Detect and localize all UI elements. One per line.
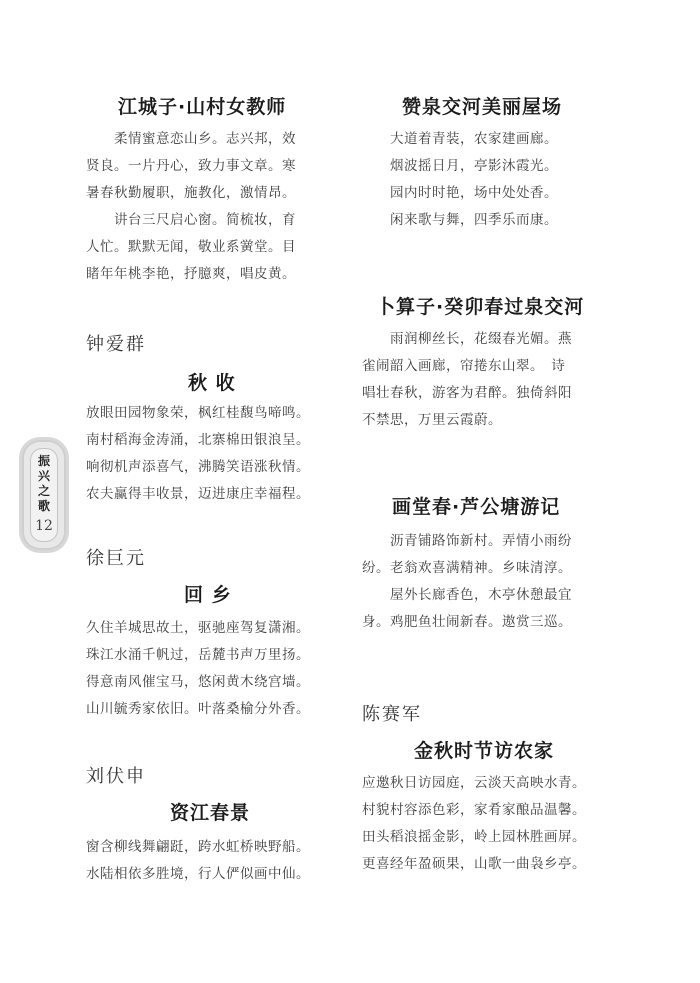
book-title-char: 歌 xyxy=(37,499,50,513)
poem-line: 雨润柳丝长，花缀春光媚。燕 xyxy=(390,331,572,347)
poem-line: 不禁思，万里云霞蔚。 xyxy=(362,412,502,428)
poem-line: 沥青铺路饰新村。弄情小雨纷 xyxy=(390,533,572,549)
poem-author: 徐巨元 xyxy=(86,548,146,569)
poem-line: 纷。老翁欢喜满精神。乡味清淳。 xyxy=(362,560,572,576)
poem-line: 闲来歌与舞，四季乐而康。 xyxy=(390,212,558,228)
poem-title: 画堂春·芦公塘游记 xyxy=(392,496,561,518)
poem-title: 资江春景 xyxy=(170,802,251,824)
poem-line: 更喜经年盈硕果，山歌一曲袅乡亭。 xyxy=(362,856,586,872)
poem-line: 得意南风催宝马，悠闲黄木绕宫墙。 xyxy=(86,674,310,690)
book-title-vertical xyxy=(30,454,58,514)
book-title-char: 之 xyxy=(37,484,50,498)
poem-line: 唱壮春秋，游客为君醉。独倚斜阳 xyxy=(362,385,572,401)
book-title-char: 兴 xyxy=(37,469,50,483)
poem-author: 钟爱群 xyxy=(86,334,146,355)
poem-line: 暑春秋勤履职，施教化，激情昂。 xyxy=(86,185,296,201)
poem-line: 睹年年桃李艳，抒臆爽，唱皮黄。 xyxy=(86,266,296,282)
poem-line: 山川毓秀家依旧。叶落桑榆分外香。 xyxy=(86,701,310,717)
poem-line: 身。鸡肥鱼壮闹新春。遨赏三巡。 xyxy=(362,614,572,630)
poem-line: 田头稻浪摇金影，岭上园林胜画屏。 xyxy=(362,829,586,845)
poem-body xyxy=(86,126,296,288)
poem-line: 窗含柳线舞翩跹，跨水虹桥映野船。 xyxy=(86,839,310,855)
page-number: 12 xyxy=(35,518,53,534)
poem-line: 久住羊城思故土，驱驰座驾复潇湘。 xyxy=(86,620,310,636)
poem-line: 人忙。默默无闻，敬业系黉堂。目 xyxy=(86,239,296,255)
poem-line: 柔情蜜意恋山乡。志兴邦，效 xyxy=(114,131,296,147)
poem-title: 卜算子·癸卯春过泉交河 xyxy=(376,296,585,318)
poem-body xyxy=(362,326,572,434)
poem-line: 响彻机声添喜气，沸腾笑语涨秋情。 xyxy=(86,459,310,475)
poem-line: 放眼田园物象荣，枫红桂馥鸟啼鸣。 xyxy=(86,405,310,421)
poem-title: 回 乡 xyxy=(184,584,232,606)
page-badge xyxy=(22,440,66,550)
poem-body xyxy=(86,400,310,508)
poem-author: 陈赛军 xyxy=(362,704,422,725)
poem-line: 农夫赢得丰收景，迈进康庄幸福程。 xyxy=(86,486,310,502)
poem-line: 南村稻海金涛涌，北寨棉田银浪呈。 xyxy=(86,432,310,448)
poem-line: 雀闹韶入画廊，帘捲东山翠。 诗 xyxy=(362,358,566,374)
poem-line: 屋外长廊香色，木亭休憩最宜 xyxy=(390,587,572,603)
poem-body xyxy=(390,126,558,234)
poem-body xyxy=(362,528,572,636)
poem-line: 大道着青装，农家建画廊。 xyxy=(390,131,558,147)
poem-line: 园内时时艳，场中处处香。 xyxy=(390,185,558,201)
poem-body xyxy=(362,770,586,878)
poem-line: 水陆相依多胜境，行人俨似画中仙。 xyxy=(86,866,310,882)
poem-line: 应邀秋日访园庭，云淡天高映水青。 xyxy=(362,775,586,791)
poem-title: 秋 收 xyxy=(188,372,236,394)
poem-line: 珠江水涌千帆过，岳麓书声万里扬。 xyxy=(86,647,310,663)
page-badge-inner xyxy=(30,448,58,542)
book-title-char: 振 xyxy=(37,454,50,468)
poem-body xyxy=(86,834,310,888)
poem-author: 刘伏申 xyxy=(86,766,146,787)
poem-title: 江城子·山村女教师 xyxy=(118,96,287,118)
poem-line: 烟波摇日月，亭影沐霞光。 xyxy=(390,158,558,174)
poem-body xyxy=(86,615,310,723)
poem-line: 讲台三尺启心窗。简梳妆，育 xyxy=(114,212,296,228)
poem-title: 赞泉交河美丽屋场 xyxy=(402,96,563,118)
poem-line: 村貌村容添色彩，家肴家酿品温馨。 xyxy=(362,802,586,818)
poem-line: 贤良。一片丹心，致力事文章。寒 xyxy=(86,158,296,174)
poem-title: 金秋时节访农家 xyxy=(414,740,555,762)
